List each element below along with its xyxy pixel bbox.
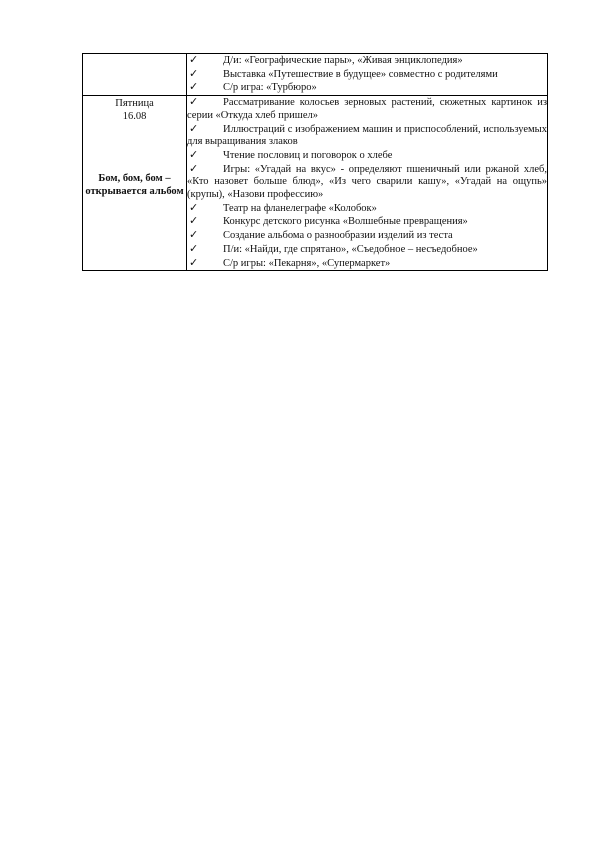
checkmark-icon: ✓	[189, 67, 199, 80]
list-item: ✓ Д/и: «Географические пары», «Живая энциклопедия»	[189, 54, 463, 66]
checkmark-icon: ✓	[189, 122, 199, 135]
checkmark-icon: ✓	[189, 54, 199, 66]
checkmark-icon: ✓	[189, 242, 199, 255]
checkmark-icon: ✓	[189, 148, 199, 161]
list-item: ✓ Чтение пословиц и поговорок о хлебе	[189, 148, 393, 161]
day-date: 16.08	[122, 110, 147, 122]
table-row	[83, 54, 548, 96]
list-item: ✓ Игры: «Угадай на вкус» - определяют пшеничный или ржаной хлеб, «Кто назовет больше блюд», «Из чего сварили кашу», «Угадай на ощупь» (крупы), «Назови профессию»	[187, 162, 547, 201]
list-item: ✓ Рассматривание колосьев зерновых растений, сюжетных картинок из серии «Откуда хлеб пришел»	[187, 96, 547, 121]
list-item: ✓ Конкурс детского рисунка «Волшебные превращения»	[189, 215, 468, 228]
checkmark-icon: ✓	[189, 162, 199, 175]
list-item: ✓ Театр на фланелеграфе «Колобок»	[189, 201, 377, 214]
day-theme: Бом, бом, бом – открывается альбом	[85, 173, 184, 198]
checkmark-icon: ✓	[189, 96, 199, 109]
list-item: ✓ Иллюстраций с изображением машин и приспособлений, используемых для выращивания злаков	[187, 122, 547, 148]
checkmark-icon: ✓	[189, 215, 199, 228]
list-item: ✓ П/и: «Найди, где спрятано», «Съедобное – несъедобное»	[189, 242, 478, 255]
activities-cell	[187, 96, 548, 271]
checkmark-icon: ✓	[189, 201, 199, 214]
day-cell	[83, 54, 187, 96]
day-name: Пятница	[115, 98, 154, 110]
activity-plan-table	[82, 53, 548, 271]
day-cell	[83, 96, 187, 271]
activity-list	[187, 54, 547, 95]
list-item: ✓ Выставка «Путешествие в будущее» совместно с родителями	[189, 67, 498, 80]
checkmark-icon: ✓	[189, 229, 199, 242]
list-item: ✓ С/р игра: «Турбюро»	[189, 81, 317, 94]
activity-list	[187, 96, 547, 270]
checkmark-icon: ✓	[189, 256, 199, 269]
activities-cell	[187, 54, 548, 96]
table-row	[83, 96, 548, 271]
list-item: ✓ С/р игры: «Пекарня», «Супермаркет»	[189, 256, 391, 269]
checkmark-icon: ✓	[189, 81, 199, 94]
list-item: ✓ Создание альбома о разнообразии изделий из теста	[189, 229, 453, 242]
